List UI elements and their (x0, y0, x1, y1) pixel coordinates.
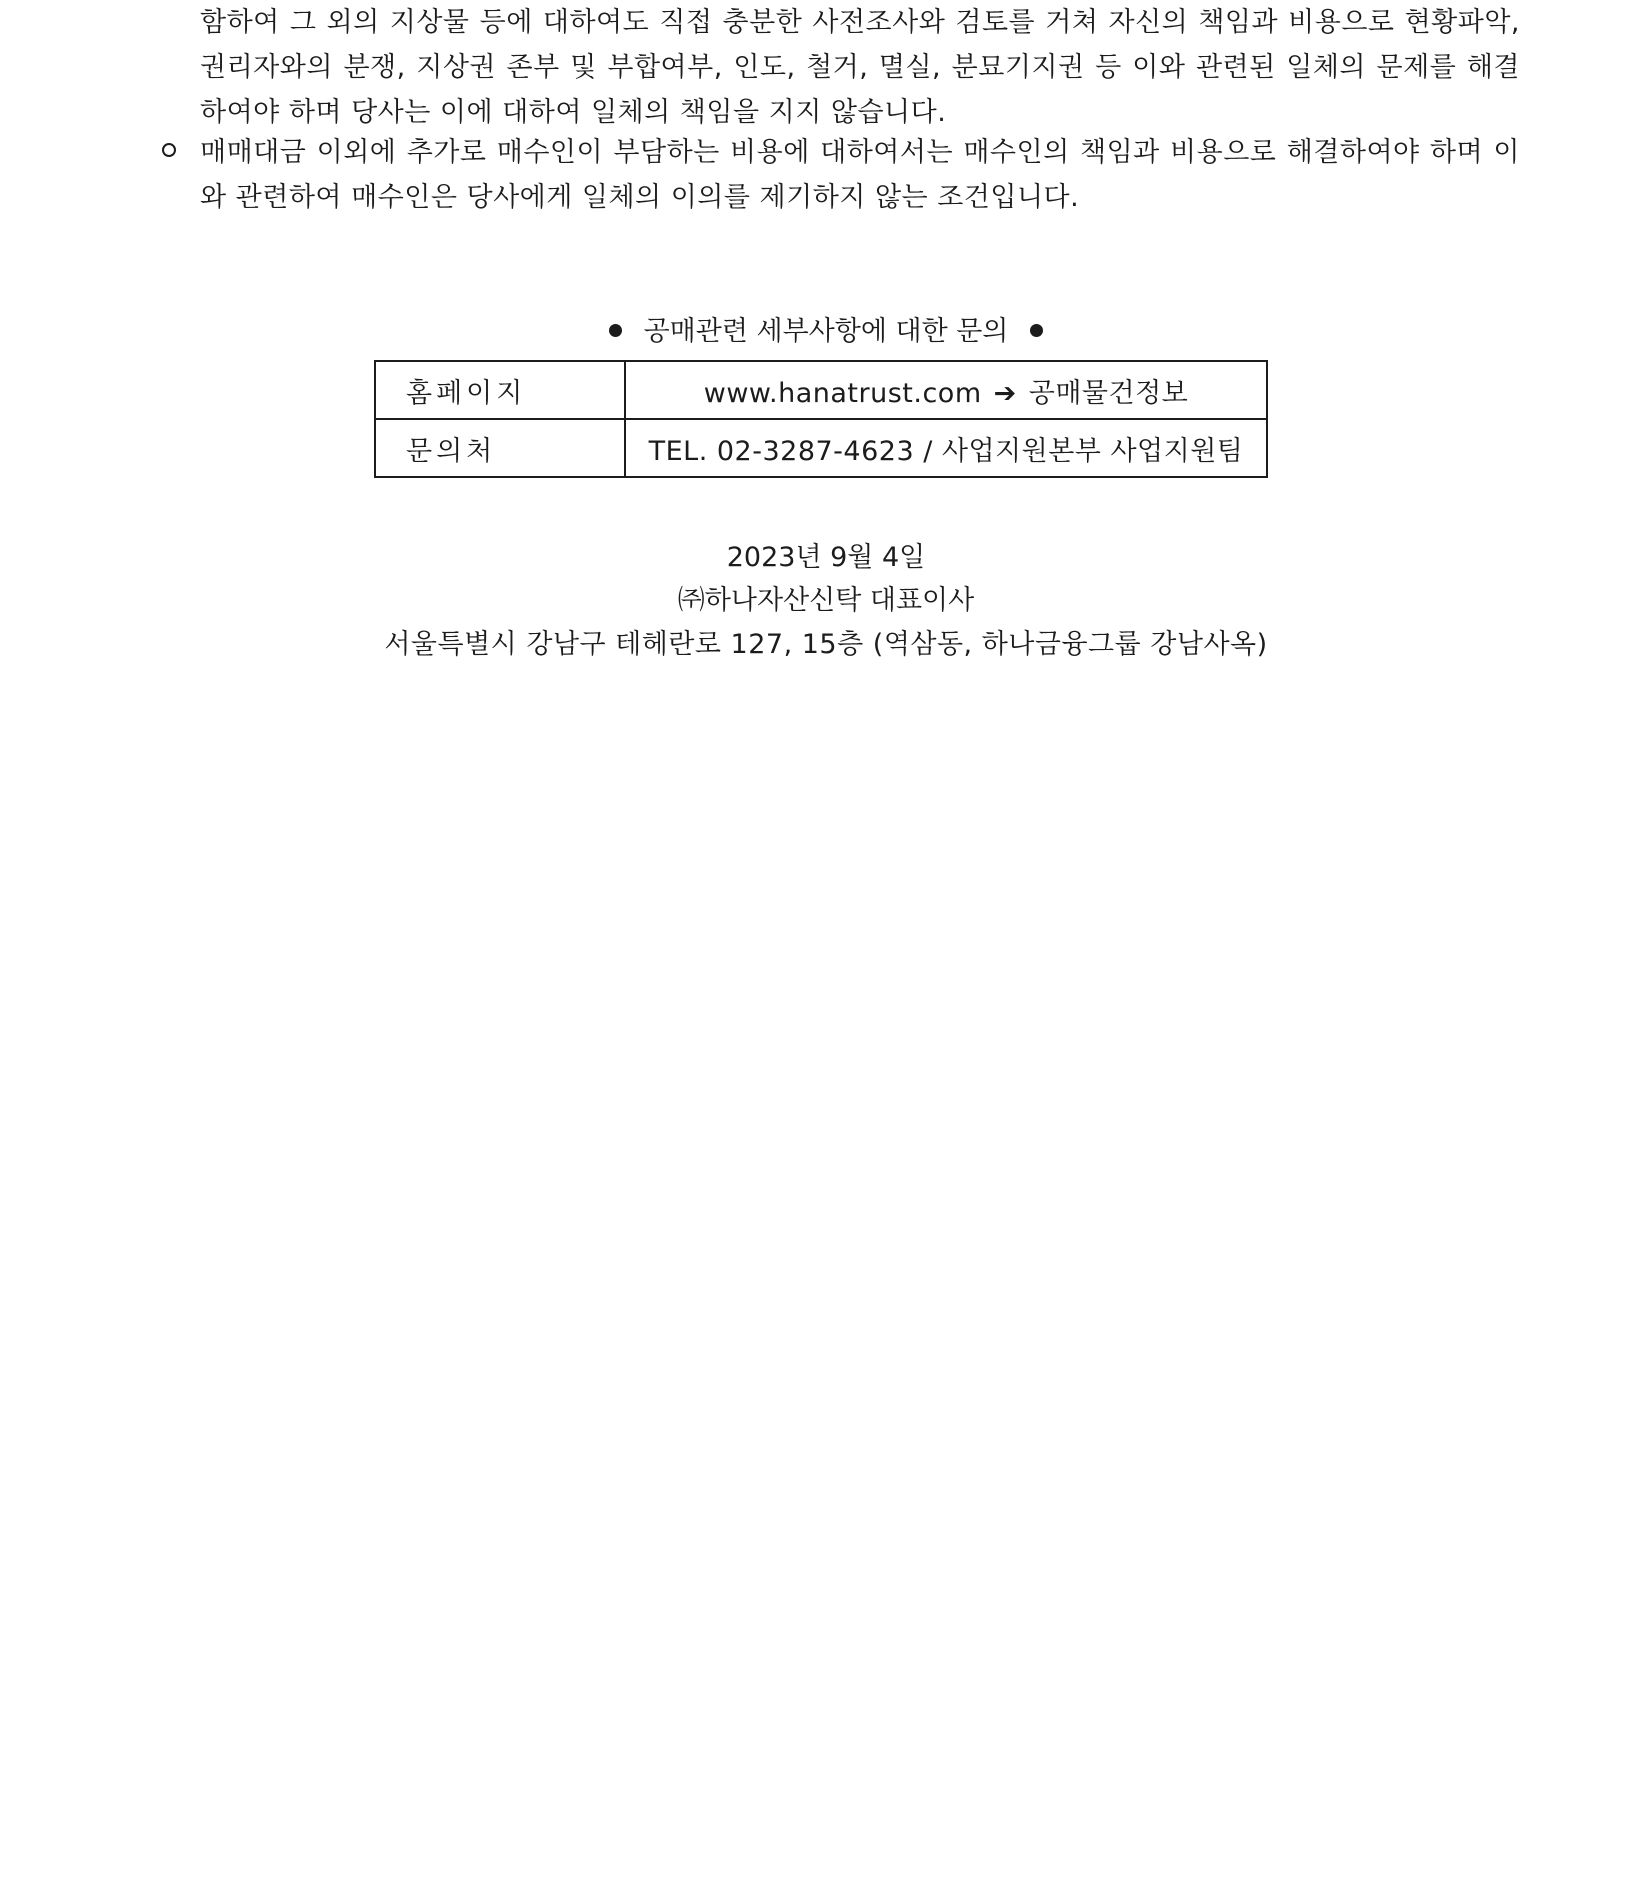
contact-value: TEL. 02-3287-4623 / 사업지원본부 사업지원팀 (625, 419, 1267, 477)
contact-label: 문의처 (375, 419, 625, 477)
notice-paragraph-bullet (200, 130, 1520, 220)
homepage-url-link[interactable]: www.hanatrust.com (703, 377, 982, 409)
inquiry-title-text: 공매관련 세부사항에 대한 문의 (643, 316, 1009, 347)
notice-paragraph-1-text: 함하여 그 외의 지상물 등에 대하여도 직접 충분한 사전조사와 검토를 거쳐 자신의 책임과 비용으로 현황파악, 권리자와의 분쟁, 지상권 존부 및 부합여부, 인도, 철거, 멸실, 분묘기지권 등 이와 관련된 일체의 문제를 해결하여야 하며 당사는 이에 대하여 일체의 책임을 지지 않습니다. (200, 7, 1521, 128)
filled-circle-bullet-icon (609, 324, 622, 337)
document-date: 2023년 9월 4일 (726, 542, 926, 573)
filled-circle-bullet-icon (1030, 324, 1043, 337)
notice-paragraph-2-text: 매매대금 이외에 추가로 매수인이 부담하는 비용에 대하여서는 매수인의 책임과 비용으로 해결하여야 하며 이와 관련하여 매수인은 당사에게 일체의 이의를 제기하지 않는 조건입니다. (200, 137, 1520, 213)
table-row (375, 419, 1267, 477)
hollow-circle-bullet-icon (162, 143, 176, 157)
homepage-value (625, 361, 1267, 419)
homepage-path-text: 공매물건정보 (1028, 377, 1189, 409)
issuer-company: ㈜하나자산신탁 대표이사 (677, 585, 975, 616)
issuer-address: 서울특별시 강남구 테헤란로 127, 15층 (역삼동, 하나금융그룹 강남사옥) (384, 629, 1268, 660)
homepage-label: 홈페이지 (375, 361, 625, 419)
inquiry-contact-table (374, 360, 1268, 478)
notice-paragraph-continued (200, 0, 1520, 135)
table-row (375, 361, 1267, 419)
right-arrow-icon: ➔ (993, 377, 1017, 409)
inquiry-section-title (0, 312, 1652, 352)
